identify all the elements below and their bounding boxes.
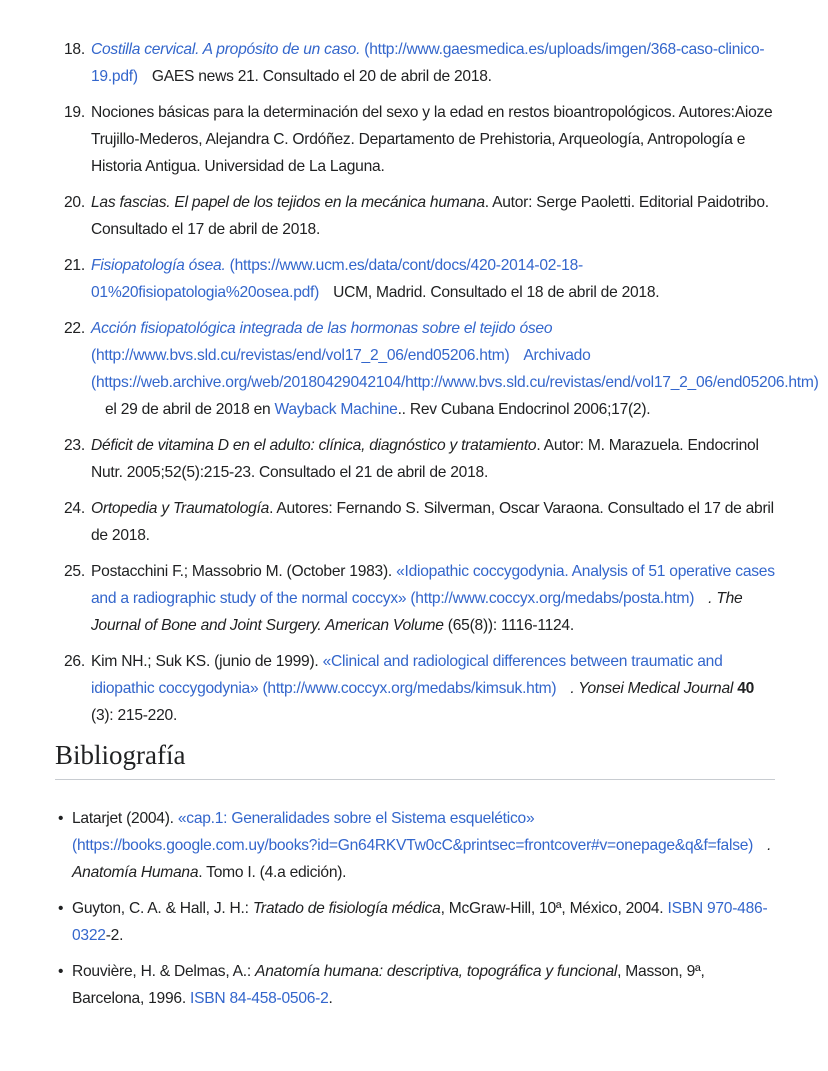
reference-number: 18. xyxy=(64,41,85,58)
reference-link[interactable]: Fisiopatología ósea. xyxy=(91,257,226,274)
reference-link[interactable]: «Clinical and radiological differences between traumatic and idiopathic coccygodynia» (http://www.coccyx.org/medabs/kimsuk.htm) xyxy=(91,653,723,697)
reference-link[interactable]: «Idiopathic coccygodynia. Analysis of 51 operative cases and a radiographic study of the normal coccyx» (http://www.coccyx.org/medabs/posta.htm) xyxy=(91,563,775,607)
reference-item xyxy=(64,558,776,639)
reference-number: 26. xyxy=(64,653,85,670)
bullet-icon: • xyxy=(58,963,64,980)
reference-text: . Autores: Fernando S. Silverman, Oscar Varaona. Consultado el 17 de abril de 2018. xyxy=(91,500,774,544)
italic-title: Las fascias. El papel de los tejidos en la mecánica humana xyxy=(91,194,485,211)
reference-item xyxy=(64,36,776,90)
reference-text: Rouvière, H. & Delmas, A.: xyxy=(72,963,256,980)
reference-text: . Tomo I. (4.a edición). xyxy=(198,864,347,881)
reference-link[interactable]: Wayback Machine xyxy=(274,401,398,418)
italic-title: Tratado de fisiología médica xyxy=(252,900,441,917)
bullet-icon: • xyxy=(58,810,64,827)
reference-link[interactable]: Acción fisiopatológica integrada de las hormonas sobre el tejido óseo xyxy=(91,320,553,337)
reference-text: GAES news 21. Consultado el 20 de abril de 2018. xyxy=(151,68,492,85)
reference-number: 19. xyxy=(64,104,85,121)
reference-text: Nociones básicas para la determinación del sexo y la edad en restos bioantropológicos. Autores:Aioze Trujillo-Mederos, Alejandra C. Ordóñez. Departamento de Prehistoria, Arqueología, Antropología e Historia Antigua. Universidad de La Laguna. xyxy=(91,104,773,175)
italic-title: . Yonsei Medical Journal xyxy=(570,680,734,697)
bibliography-item xyxy=(56,895,776,949)
reference-link[interactable]: ISBN 84-458-0506-2 xyxy=(190,990,329,1007)
bibliography-heading: Bibliografía xyxy=(55,740,775,780)
reference-text: -2. xyxy=(105,927,124,944)
reference-text: , Masson, 9ª, Barcelona, 1996. xyxy=(72,963,705,1007)
reference-number: 20. xyxy=(64,194,85,211)
reference-item xyxy=(64,648,776,729)
reference-text: UCM, Madrid. Consultado el 18 de abril de 2018. xyxy=(333,284,660,301)
reference-link[interactable]: Archivado (https://web.archive.org/web/20180429042104/http://www.bvs.sld.cu/revistas/end/vol17_2_06/end05206.htm) xyxy=(91,347,819,391)
reference-link[interactable]: ISBN 970-486-0322 xyxy=(72,900,768,944)
reference-link[interactable]: (http://www.gaesmedica.es/uploads/imgen/368-caso-clinico-19.pdf) xyxy=(91,41,765,85)
bullet-icon: • xyxy=(58,900,64,917)
bibliography-item xyxy=(56,805,776,886)
reference-item xyxy=(64,252,776,306)
bibliography-list xyxy=(56,805,776,1021)
reference-text: (3): 215-220. xyxy=(91,707,178,724)
reference-number: 23. xyxy=(64,437,85,454)
reference-text: . Autor: Serge Paoletti. Editorial Paidotribo. Consultado el 17 de abril de 2018. xyxy=(91,194,769,238)
italic-title: Anatomía humana: descriptiva, topográfica y funcional xyxy=(255,963,618,980)
reference-number: 24. xyxy=(64,500,85,517)
reference-text: el 29 de abril de 2018 en xyxy=(105,401,275,418)
reference-item xyxy=(64,495,776,549)
reference-text: , McGraw-Hill, 10ª, México, 2004. xyxy=(440,900,668,917)
reference-number: 22. xyxy=(64,320,85,337)
reference-text: Postacchini F.; Massobrio M. (October 1983). xyxy=(91,563,397,580)
reference-link[interactable]: «cap.1: Generalidades sobre el Sistema esquelético» (https://books.google.com.uy/books?id=Gn64RKVTw0cC&printsec=frontcover#v=onepage&q&f=false) xyxy=(72,810,754,854)
reference-number: 21. xyxy=(64,257,85,274)
volume-number: 40 xyxy=(737,680,755,697)
references-list xyxy=(64,36,819,738)
reference-item xyxy=(64,432,776,486)
italic-title: . The Journal of Bone and Joint Surgery. American Volume xyxy=(91,590,743,634)
bibliography-item xyxy=(56,958,776,1012)
reference-link[interactable]: (http://www.bvs.sld.cu/revistas/end/vol17_2_06/end05206.htm) xyxy=(91,347,510,364)
reference-text: Latarjet (2004). xyxy=(72,810,178,827)
reference-number: 25. xyxy=(64,563,85,580)
reference-item xyxy=(64,315,819,423)
reference-item xyxy=(64,189,776,243)
reference-link[interactable]: Costilla cervical. A propósito de un caso. xyxy=(91,41,361,58)
italic-title: . Anatomía Humana xyxy=(72,837,772,881)
reference-text: .. Rev Cubana Endocrinol 2006;17(2). xyxy=(397,401,651,418)
italic-title: Ortopedia y Traumatología xyxy=(91,500,270,517)
reference-text: . Autor: M. Marazuela. Endocrinol Nutr. 2005;52(5):215-23. Consultado el 21 de abril de 2018. xyxy=(91,437,759,481)
reference-text: . xyxy=(328,990,333,1007)
reference-text: Kim NH.; Suk KS. (junio de 1999). xyxy=(91,653,323,670)
italic-title: Déficit de vitamina D en el adulto: clínica, diagnóstico y tratamiento xyxy=(91,437,537,454)
reference-link[interactable]: (https://www.ucm.es/data/cont/docs/420-2014-02-18-01%20fisiopatologia%20osea.pdf) xyxy=(91,257,583,301)
reference-text: Guyton, C. A. & Hall, J. H.: xyxy=(72,900,253,917)
reference-item xyxy=(64,99,776,180)
reference-text: (65(8)): 1116-1124. xyxy=(443,617,574,634)
